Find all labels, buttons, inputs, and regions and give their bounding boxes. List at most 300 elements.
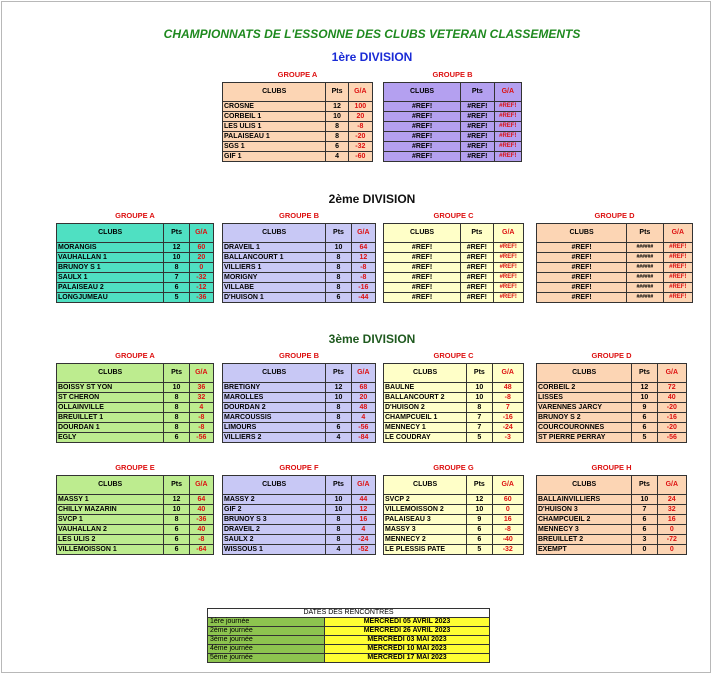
header-pts: Pts	[164, 476, 189, 495]
goal-average: -20	[657, 403, 686, 413]
goal-average: #REF!	[663, 263, 692, 273]
standings-table	[222, 363, 376, 443]
goal-average: -72	[657, 535, 686, 545]
club-name: SGS 1	[223, 142, 326, 152]
goal-average: -56	[351, 423, 375, 433]
club-name: PALAISEAU 3	[384, 515, 467, 525]
goal-average: -52	[351, 545, 375, 555]
header-clubs: CLUBS	[223, 224, 326, 243]
goal-average: #REF!	[663, 283, 692, 293]
header-clubs: CLUBS	[57, 476, 164, 495]
table-row	[223, 273, 376, 283]
header-ga: G/A	[189, 476, 213, 495]
club-name: D'HUISON 3	[537, 505, 632, 515]
club-name: BREUILLET 2	[537, 535, 632, 545]
goal-average: #REF!	[493, 253, 523, 263]
header-clubs: CLUBS	[57, 364, 164, 383]
club-name: SAULX 1	[57, 273, 164, 283]
table-row	[537, 505, 687, 515]
club-name: MASSY 2	[223, 495, 326, 505]
table-row	[57, 383, 214, 393]
table-row	[223, 142, 373, 152]
table-row	[384, 283, 524, 293]
points: #REF!	[461, 293, 493, 303]
standings-table	[56, 475, 214, 555]
points: 12	[164, 495, 189, 505]
date-label: 1ère journée	[208, 618, 325, 627]
goal-average: -40	[492, 535, 523, 545]
table-row	[223, 403, 376, 413]
club-name: #REF!	[384, 273, 461, 283]
club-name: #REF!	[537, 273, 627, 283]
date-value: MERCREDI 17 MAI 2023	[325, 654, 490, 663]
standings-table	[56, 223, 214, 303]
goal-average: -24	[492, 423, 523, 433]
goal-average: 0	[657, 525, 686, 535]
table-row	[384, 413, 524, 423]
points: 4	[326, 152, 348, 162]
points: 6	[164, 535, 189, 545]
points: 12	[326, 102, 348, 112]
table-row	[223, 515, 376, 525]
club-name: BRETIGNY	[223, 383, 326, 393]
table-row	[223, 293, 376, 303]
club-name: CORBEIL 1	[223, 112, 326, 122]
goal-average: -84	[351, 433, 375, 443]
table-row	[57, 423, 214, 433]
club-name: VILLIERS 2	[223, 433, 326, 443]
header-pts: Pts	[632, 364, 657, 383]
points: 9	[632, 403, 657, 413]
club-name: WISSOUS 1	[223, 545, 326, 555]
table-row	[223, 433, 376, 443]
club-name: VILLIERS 1	[223, 263, 326, 273]
points: 12	[326, 383, 351, 393]
club-name: GIF 1	[223, 152, 326, 162]
points: 8	[326, 253, 351, 263]
points: 10	[326, 495, 351, 505]
goal-average: -8	[492, 393, 523, 403]
table-row	[57, 515, 214, 525]
points: 10	[164, 253, 189, 263]
points: ######	[627, 263, 663, 273]
group-name: GROUPE F	[279, 463, 319, 472]
club-name: BREUILLET 1	[57, 413, 164, 423]
points: 12	[632, 383, 657, 393]
club-name: MORIGNY	[223, 273, 326, 283]
table-row	[223, 112, 373, 122]
header-clubs: CLUBS	[384, 364, 467, 383]
club-name: COURCOURONNES	[537, 423, 632, 433]
date-value: MERCREDI 05 AVRIL 2023	[325, 618, 490, 627]
table-row	[537, 283, 693, 293]
club-name: CHAMPCUEIL 1	[384, 413, 467, 423]
table-row	[537, 403, 687, 413]
points: 5	[164, 293, 189, 303]
table-row	[384, 423, 524, 433]
points: 8	[164, 393, 189, 403]
goal-average: 20	[351, 393, 375, 403]
table-row	[223, 263, 376, 273]
goal-average: 0	[657, 545, 686, 555]
goal-average: 40	[189, 525, 213, 535]
table-row	[537, 433, 687, 443]
table-row	[57, 253, 214, 263]
goal-average: 60	[189, 243, 213, 253]
points: 8	[326, 413, 351, 423]
table-row	[384, 515, 524, 525]
header-pts: Pts	[627, 224, 663, 243]
header-pts: Pts	[461, 224, 493, 243]
points: 6	[326, 293, 351, 303]
table-row	[223, 132, 373, 142]
dates-header: DATES DES RENCONTRES	[208, 609, 490, 618]
header-clubs: CLUBS	[223, 364, 326, 383]
points: ######	[627, 253, 663, 263]
table-row	[57, 413, 214, 423]
club-name: #REF!	[537, 263, 627, 273]
goal-average: -8	[189, 413, 213, 423]
goal-average: #REF!	[494, 152, 521, 162]
group-name: GROUPE G	[433, 463, 474, 472]
table-row	[223, 253, 376, 263]
points: 8	[326, 132, 348, 142]
points: #REF!	[461, 132, 494, 142]
table-row	[223, 413, 376, 423]
header-clubs: CLUBS	[537, 364, 632, 383]
points: 9	[467, 515, 492, 525]
points: 0	[632, 545, 657, 555]
points: 7	[467, 423, 492, 433]
club-name: SVCP 1	[57, 515, 164, 525]
points: 10	[326, 112, 348, 122]
header-ga: G/A	[351, 476, 375, 495]
points: 7	[632, 505, 657, 515]
goal-average: 24	[657, 495, 686, 505]
club-name: MENNECY 3	[537, 525, 632, 535]
points: #REF!	[461, 152, 494, 162]
header-ga: G/A	[493, 224, 523, 243]
header-ga: G/A	[494, 83, 521, 102]
club-name: D'HUISON 2	[384, 403, 467, 413]
club-name: BRUNOY S 2	[537, 413, 632, 423]
club-name: LIMOURS	[223, 423, 326, 433]
club-name: DOURDAN 2	[223, 403, 326, 413]
points: 12	[467, 495, 492, 505]
table-row	[537, 273, 693, 283]
club-name: GIF 2	[223, 505, 326, 515]
table-row	[537, 525, 687, 535]
goal-average: -12	[189, 283, 213, 293]
club-name: #REF!	[384, 283, 461, 293]
points: 8	[326, 122, 348, 132]
club-name: VILLEMOISSON 1	[57, 545, 164, 555]
goal-average: -64	[189, 545, 213, 555]
points: ######	[627, 243, 663, 253]
points: 8	[326, 273, 351, 283]
table-row	[57, 535, 214, 545]
table-row	[537, 393, 687, 403]
standings-table	[383, 475, 524, 555]
goal-average: 0	[189, 263, 213, 273]
points: 8	[326, 525, 351, 535]
table-row	[223, 545, 376, 555]
points: 10	[326, 505, 351, 515]
table-row	[57, 243, 214, 253]
points: 12	[164, 243, 189, 253]
points: 8	[326, 403, 351, 413]
goal-average: #REF!	[493, 243, 523, 253]
goal-average: #REF!	[494, 142, 521, 152]
division-3-title: 3ème DIVISION	[328, 332, 416, 346]
points: 10	[164, 505, 189, 515]
goal-average: -44	[351, 293, 375, 303]
goal-average: -36	[189, 293, 213, 303]
header-clubs: CLUBS	[537, 224, 627, 243]
club-name: BALLANCOURT 1	[223, 253, 326, 263]
points: 6	[164, 525, 189, 535]
date-value: MERCREDI 03 MAI 2023	[325, 636, 490, 645]
header-clubs: CLUBS	[384, 476, 467, 495]
header-pts: Pts	[461, 83, 494, 102]
points: ######	[627, 273, 663, 283]
standings-table	[536, 475, 687, 555]
group-name: GROUPE B	[278, 211, 319, 220]
standings-table	[222, 223, 376, 303]
goal-average: -8	[492, 525, 523, 535]
points: 3	[632, 535, 657, 545]
club-name: BRUNOY S 3	[223, 515, 326, 525]
club-name: #REF!	[537, 243, 627, 253]
table-row	[537, 535, 687, 545]
table-row	[223, 505, 376, 515]
goal-average: 16	[351, 515, 375, 525]
club-name: #REF!	[537, 283, 627, 293]
table-row	[57, 393, 214, 403]
club-name: VILLABE	[223, 283, 326, 293]
table-row	[537, 243, 693, 253]
goal-average: -16	[492, 413, 523, 423]
points: ######	[627, 283, 663, 293]
date-value: MERCREDI 26 AVRIL 2023	[325, 627, 490, 636]
group-name: GROUPE D	[594, 211, 635, 220]
points: #REF!	[461, 112, 494, 122]
club-name: MASSY 3	[384, 525, 467, 535]
goal-average: -32	[189, 273, 213, 283]
table-row	[537, 495, 687, 505]
goal-average: 72	[657, 383, 686, 393]
group-name: GROUPE E	[115, 463, 155, 472]
points: 6	[326, 142, 348, 152]
division-1-title: 1ère DIVISION	[331, 50, 413, 64]
goal-average: 20	[189, 253, 213, 263]
date-label: 3ème journée	[208, 636, 325, 645]
club-name: BALLAINVILLIERS	[537, 495, 632, 505]
points: 6	[467, 525, 492, 535]
goal-average: -20	[348, 132, 372, 142]
club-name: #REF!	[384, 152, 461, 162]
standings-table	[222, 82, 373, 162]
club-name: VAUHALLAN 1	[57, 253, 164, 263]
goal-average: 44	[351, 495, 375, 505]
goal-average: 68	[351, 383, 375, 393]
header-clubs: CLUBS	[384, 224, 461, 243]
goal-average: -16	[351, 283, 375, 293]
table-row	[384, 505, 524, 515]
goal-average: 36	[189, 383, 213, 393]
header-ga: G/A	[657, 476, 686, 495]
club-name: MENNECY 1	[384, 423, 467, 433]
club-name: SVCP 2	[384, 495, 467, 505]
points: 10	[326, 243, 351, 253]
goal-average: 60	[492, 495, 523, 505]
club-name: LISSES	[537, 393, 632, 403]
points: 6	[164, 283, 189, 293]
table-row	[537, 293, 693, 303]
goal-average: 48	[351, 403, 375, 413]
points: 6	[632, 525, 657, 535]
table-row	[384, 393, 524, 403]
header-ga: G/A	[351, 364, 375, 383]
goal-average: -8	[348, 122, 372, 132]
points: #REF!	[461, 142, 494, 152]
goal-average: #REF!	[493, 263, 523, 273]
header-ga: G/A	[663, 224, 692, 243]
goal-average: 4	[189, 403, 213, 413]
goal-average: 100	[348, 102, 372, 112]
header-clubs: CLUBS	[537, 476, 632, 495]
points: #REF!	[461, 263, 493, 273]
club-name: #REF!	[537, 293, 627, 303]
goal-average: 12	[351, 505, 375, 515]
header-ga: G/A	[189, 224, 213, 243]
table-row	[537, 515, 687, 525]
points: ######	[627, 293, 663, 303]
header-ga: G/A	[492, 364, 523, 383]
table-row	[223, 383, 376, 393]
header-pts: Pts	[467, 364, 492, 383]
goal-average: #REF!	[493, 293, 523, 303]
club-name: #REF!	[384, 142, 461, 152]
header-pts: Pts	[164, 364, 189, 383]
group-name: GROUPE B	[278, 351, 319, 360]
goal-average: -8	[189, 423, 213, 433]
club-name: ST PIERRE PERRAY	[537, 433, 632, 443]
table-row	[57, 545, 214, 555]
club-name: EXEMPT	[537, 545, 632, 555]
goal-average: 12	[351, 253, 375, 263]
goal-average: 48	[492, 383, 523, 393]
header-clubs: CLUBS	[223, 83, 326, 102]
points: 10	[326, 393, 351, 403]
header-pts: Pts	[326, 476, 351, 495]
table-row	[384, 495, 524, 505]
date-label: 4ème journée	[208, 645, 325, 654]
club-name: BAULNE	[384, 383, 467, 393]
header-ga: G/A	[348, 83, 372, 102]
club-name: BOISSY ST YON	[57, 383, 164, 393]
header-pts: Pts	[326, 364, 351, 383]
club-name: LONGJUMEAU	[57, 293, 164, 303]
club-name: CHILLY MAZARIN	[57, 505, 164, 515]
division-2-title: 2ème DIVISION	[328, 192, 416, 206]
club-name: #REF!	[384, 243, 461, 253]
goal-average: -8	[351, 263, 375, 273]
table-row	[384, 273, 524, 283]
goal-average: -3	[492, 433, 523, 443]
club-name: CHAMPCUEIL 2	[537, 515, 632, 525]
group-name: GROUPE B	[432, 70, 473, 79]
club-name: OLLAINVILLE	[57, 403, 164, 413]
header-ga: G/A	[657, 364, 686, 383]
goal-average: -32	[348, 142, 372, 152]
goal-average: #REF!	[663, 273, 692, 283]
club-name: PALAISEAU 1	[223, 132, 326, 142]
group-name: GROUPE A	[115, 211, 155, 220]
goal-average: #REF!	[493, 273, 523, 283]
date-label: 2ème journée	[208, 627, 325, 636]
goal-average: -24	[351, 535, 375, 545]
points: 8	[326, 283, 351, 293]
table-row	[384, 112, 522, 122]
points: 8	[164, 263, 189, 273]
club-name: EGLY	[57, 433, 164, 443]
table-row	[384, 263, 524, 273]
goal-average: -60	[348, 152, 372, 162]
club-name: BALLANCOURT 2	[384, 393, 467, 403]
table-row	[57, 505, 214, 515]
points: 10	[632, 495, 657, 505]
points: 10	[467, 393, 492, 403]
group-name: GROUPE H	[591, 463, 632, 472]
table-row	[223, 102, 373, 112]
table-row	[384, 383, 524, 393]
table-row	[384, 403, 524, 413]
points: 8	[326, 515, 351, 525]
goal-average: -32	[492, 545, 523, 555]
club-name: LE PLESSIS PATE	[384, 545, 467, 555]
standings-table	[56, 363, 214, 443]
table-row	[384, 433, 524, 443]
points: #REF!	[461, 243, 493, 253]
goal-average: -36	[189, 515, 213, 525]
points: 10	[467, 505, 492, 515]
goal-average: 64	[189, 495, 213, 505]
table-row	[384, 132, 522, 142]
goal-average: -56	[189, 433, 213, 443]
club-name: DOURDAN 1	[57, 423, 164, 433]
points: 8	[467, 403, 492, 413]
standings-table	[536, 223, 693, 303]
header-pts: Pts	[326, 83, 348, 102]
points: 7	[164, 273, 189, 283]
goal-average: #REF!	[663, 293, 692, 303]
header-pts: Pts	[326, 224, 351, 243]
points: 6	[632, 515, 657, 525]
points: 6	[326, 423, 351, 433]
points: #REF!	[461, 102, 494, 112]
header-pts: Pts	[164, 224, 189, 243]
table-row	[223, 283, 376, 293]
goal-average: #REF!	[494, 102, 521, 112]
points: 10	[632, 393, 657, 403]
table-row	[537, 545, 687, 555]
goal-average: #REF!	[494, 112, 521, 122]
club-name: DRAVEIL 1	[223, 243, 326, 253]
table-row	[537, 413, 687, 423]
points: 10	[467, 383, 492, 393]
points: 8	[164, 515, 189, 525]
